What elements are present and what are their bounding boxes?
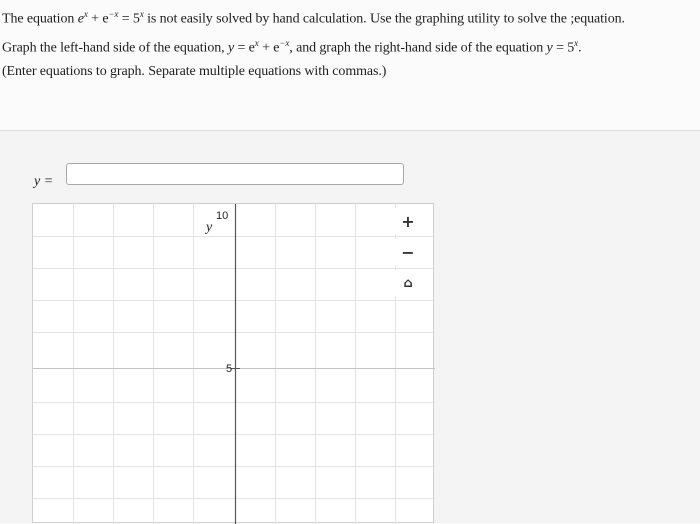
math-equals-e: = e — [234, 40, 255, 56]
instruction-line-1 — [2, 9, 625, 28]
instruction-line-2 — [2, 38, 581, 57]
math-y: y — [227, 40, 235, 56]
math-plus-e: + e — [258, 40, 280, 56]
instruction-text: Graph the left-hand side of the equation, — [2, 40, 228, 56]
y-tick-label: 10 — [216, 210, 229, 222]
zoom-out-button[interactable] — [393, 239, 423, 265]
reset-view-button[interactable] — [393, 270, 423, 296]
math-exponent: x — [254, 38, 259, 48]
equation-input[interactable] — [66, 163, 404, 185]
plus-icon: + — [401, 211, 415, 231]
zoom-in-button[interactable] — [393, 208, 423, 234]
math-equals-5: = 5 — [118, 11, 140, 27]
math-exponent: x — [83, 9, 88, 19]
math-exponent: x — [139, 9, 144, 19]
math-y: y — [546, 40, 553, 56]
graphing-panel — [0, 130, 700, 523]
home-icon: ⌂ — [403, 275, 413, 291]
instruction-text: . — [578, 40, 582, 56]
grid-lines — [33, 204, 435, 524]
math-exponent: −x — [108, 9, 119, 19]
graph-grid — [33, 204, 435, 524]
instruction-text: is not easily solved by hand calculation. Use the graphing utility to solve the ;equation. — [143, 11, 625, 27]
y-axis-label: y — [206, 220, 213, 235]
math-plus-e: + e — [87, 11, 109, 27]
minus-icon: − — [401, 242, 415, 262]
math-equals-5: = 5 — [552, 40, 575, 56]
instruction-text: The equation — [2, 11, 78, 27]
equation-label: y = — [34, 174, 54, 189]
graph-area[interactable] — [32, 203, 434, 523]
graph-toolbar — [393, 208, 429, 301]
math-e: e — [77, 11, 84, 27]
instruction-line-3: (Enter equations to graph. Separate multiple equations with commas.) — [2, 64, 387, 79]
instruction-text: , and graph the right-hand side of the equation — [289, 40, 547, 56]
math-exponent: x — [574, 38, 579, 48]
math-exponent: −x — [279, 38, 290, 48]
y-tick-label: 5 — [226, 363, 233, 375]
